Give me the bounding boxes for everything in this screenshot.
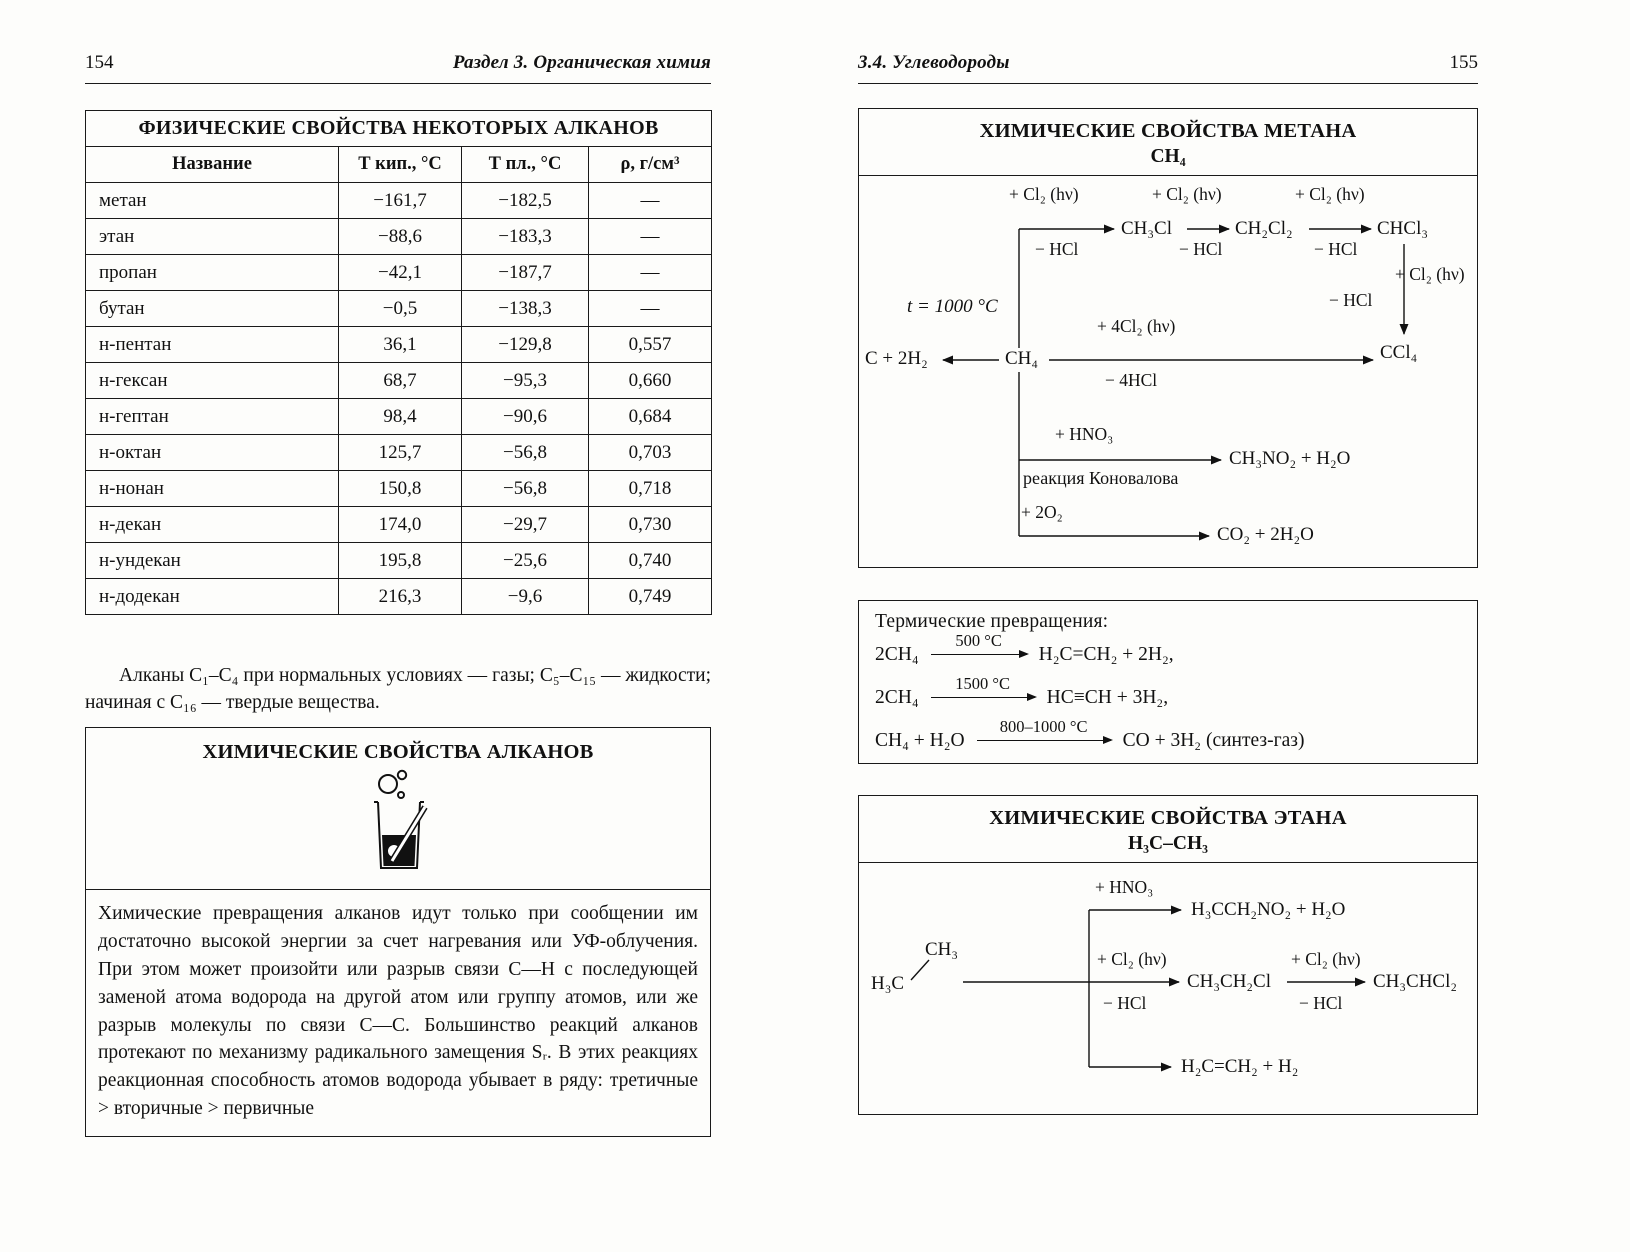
value-cell: — <box>589 255 712 291</box>
formula-chcl3: CHCl₃ <box>1377 218 1428 239</box>
label-minus-hcl: − HCl <box>1299 993 1343 1013</box>
column-header-name: Название <box>86 147 339 183</box>
alkane-name-cell: бутан <box>86 291 339 327</box>
value-cell: 68,7 <box>339 363 462 399</box>
value-cell: 0,660 <box>589 363 712 399</box>
value-cell: −42,1 <box>339 255 462 291</box>
label-plus-cl2: + Cl₂ (hν) <box>1097 949 1167 969</box>
label-minus-hcl: − HCl <box>1035 239 1079 259</box>
value-cell: −56,8 <box>462 471 589 507</box>
formula-chloroethane: CH₃CH₂Cl <box>1187 971 1271 992</box>
alkane-name-cell: н-гептан <box>86 399 339 435</box>
formula-combustion-products: CO₂ + 2H₂O <box>1217 524 1314 545</box>
products: CO + 3H₂ (синтез-газ) <box>1122 729 1305 751</box>
table-title: ФИЗИЧЕСКИЕ СВОЙСТВА НЕКОТОРЫХ АЛКАНОВ <box>86 111 712 147</box>
thermal-reaction-row <box>875 716 1461 762</box>
value-cell: 195,8 <box>339 543 462 579</box>
running-head: 3.4. Углеводороды <box>858 52 1010 73</box>
alkanes-table-body <box>86 183 712 615</box>
value-cell: 36,1 <box>339 327 462 363</box>
formula-ccl4: CCl₄ <box>1380 342 1418 363</box>
page-left <box>85 0 711 1252</box>
alkanes-state-note: Алканы C₁–C₄ при нормальных условиях — газы; C₅–C₁₅ — жидкости; начиная с C₁₆ — твердые вещества. <box>85 664 711 714</box>
alkane-name-cell: метан <box>86 183 339 219</box>
label-plus-2o2: + 2O₂ <box>1021 502 1063 522</box>
table-title-row <box>86 111 712 147</box>
alkane-name-cell: н-нонан <box>86 471 339 507</box>
table-row <box>86 399 712 435</box>
arrow-shaft <box>977 740 1111 741</box>
page-header-left <box>85 52 711 84</box>
value-cell: −9,6 <box>462 579 589 615</box>
box-title: ХИМИЧЕСКИЕ СВОЙСТВА АЛКАНОВ <box>202 741 594 763</box>
reactant: CH₄ + H₂O <box>875 729 965 751</box>
table-row <box>86 327 712 363</box>
value-cell: 0,684 <box>589 399 712 435</box>
label-minus-hcl: − HCl <box>1103 993 1147 1013</box>
alkane-name-cell: н-додекан <box>86 579 339 615</box>
column-header-density: ρ, г/см³ <box>589 147 712 183</box>
alkanes-description-text: Химические превращения алканов идут только при сообщении им достаточно высокой энергии за счет нагревания или УФ-облучения. При этом может произойти или разрыв связи C—H с последующей заменой атома водорода на другой атом или группу атомов, или же разрыв молекулы по связи C—C. Большинство реакций алканов протекают по механизму радикального замещения Sᵣ. В этих реакциях реакционная способность атомов водорода убывает в ряду: третичные > вторичные > первичные <box>86 889 710 1123</box>
table-row <box>86 543 712 579</box>
formula-ethylene-products: H₂C=CH₂ + H₂ <box>1181 1056 1299 1077</box>
products: H₂C=CH₂ + 2H₂, <box>1038 643 1174 665</box>
value-cell: 0,740 <box>589 543 712 579</box>
reactant: 2CH₄ <box>875 686 919 708</box>
alkane-name-cell: н-декан <box>86 507 339 543</box>
value-cell: −161,7 <box>339 183 462 219</box>
arrow-shaft <box>931 697 1035 698</box>
value-cell: — <box>589 291 712 327</box>
methane-chemical-properties-box <box>858 108 1478 568</box>
table-row <box>86 579 712 615</box>
label-plus-cl2: + Cl₂ (hν) <box>1291 949 1361 969</box>
value-cell: 150,8 <box>339 471 462 507</box>
page-right <box>858 0 1478 1252</box>
label-minus-hcl: − HCl <box>1314 239 1358 259</box>
value-cell: −95,3 <box>462 363 589 399</box>
table-row <box>86 183 712 219</box>
ethane-reaction-scheme <box>859 863 1477 1107</box>
ethane-formula: H₃C–CH₃ <box>1128 833 1208 854</box>
label-plus-cl2: + Cl₂ (hν) <box>1295 184 1365 204</box>
condition-label: 1500 °C <box>955 673 1011 693</box>
value-cell: −90,6 <box>462 399 589 435</box>
box-title: ХИМИЧЕСКИЕ СВОЙСТВА ЭТАНА <box>989 807 1347 829</box>
thermal-reaction-row <box>875 673 1461 719</box>
alkane-name-cell: н-гексан <box>86 363 339 399</box>
thermal-transformations-box <box>858 600 1478 764</box>
alkanes-properties-table <box>85 110 712 615</box>
label-minus-4hcl: − 4HCl <box>1105 370 1158 390</box>
alkane-name-cell: н-октан <box>86 435 339 471</box>
beaker-icon <box>358 769 438 883</box>
value-cell: −25,6 <box>462 543 589 579</box>
value-cell: −88,6 <box>339 219 462 255</box>
value-cell: −183,3 <box>462 219 589 255</box>
value-cell: — <box>589 219 712 255</box>
label-temperature: t = 1000 °C <box>907 296 998 317</box>
thermal-title: Термические превращения: <box>875 611 1109 632</box>
running-head: Раздел 3. Органическая химия <box>452 52 711 73</box>
reaction-arrow <box>931 673 1035 705</box>
page-number: 154 <box>85 52 114 73</box>
value-cell: −138,3 <box>462 291 589 327</box>
value-cell: −56,8 <box>462 435 589 471</box>
value-cell: 125,7 <box>339 435 462 471</box>
table-header-row <box>86 147 712 183</box>
table-row <box>86 507 712 543</box>
column-header-tboil: Т кип., °С <box>339 147 462 183</box>
page-header-right <box>858 52 1478 84</box>
label-minus-hcl: − HCl <box>1179 239 1223 259</box>
formula-dichloroethane: CH₃CHCl₂ <box>1373 971 1457 992</box>
value-cell: 0,703 <box>589 435 712 471</box>
thermal-reaction-row <box>875 630 1461 676</box>
alkane-name-cell: н-ундекан <box>86 543 339 579</box>
table-row <box>86 471 712 507</box>
formula-ch4: CH₄ <box>1005 348 1039 369</box>
formula-pyrolysis-products: C + 2H₂ <box>865 348 928 369</box>
alkane-name-cell: этан <box>86 219 339 255</box>
formula-nitromethane: CH₃NO₂ + H₂O <box>1229 448 1351 469</box>
label-konovalov-reaction: реакция Коновалова <box>1023 468 1179 488</box>
condition-label: 500 °C <box>955 630 1002 650</box>
products: HC≡CH + 3H₂, <box>1046 686 1169 708</box>
value-cell: 0,557 <box>589 327 712 363</box>
box-head <box>859 796 1477 863</box>
value-cell: 216,3 <box>339 579 462 615</box>
formula-ch3: CH₃ <box>925 939 959 960</box>
ethane-chemical-properties-box <box>858 795 1478 1115</box>
formula-ch2cl2: CH₂Cl₂ <box>1235 218 1293 239</box>
value-cell: −187,7 <box>462 255 589 291</box>
value-cell: −182,5 <box>462 183 589 219</box>
label-plus-cl2: + Cl₂ (hν) <box>1009 184 1079 204</box>
alkanes-chemical-properties-box <box>85 727 711 1137</box>
label-plus-cl2: + Cl₂ (hν) <box>1152 184 1222 204</box>
methane-formula: CH₄ <box>1150 146 1186 167</box>
value-cell: — <box>589 183 712 219</box>
table-row <box>86 363 712 399</box>
beaker-illustration <box>86 769 710 885</box>
condition-label: 800–1000 °C <box>999 716 1088 736</box>
table-row <box>86 219 712 255</box>
label-plus-hno3: + HNO₃ <box>1055 424 1114 444</box>
table-row <box>86 435 712 471</box>
value-cell: −0,5 <box>339 291 462 327</box>
value-cell: 0,718 <box>589 471 712 507</box>
alkane-name-cell: пропан <box>86 255 339 291</box>
alkane-name-cell: н-пентан <box>86 327 339 363</box>
value-cell: 0,730 <box>589 507 712 543</box>
reactant: 2CH₄ <box>875 643 919 665</box>
value-cell: 98,4 <box>339 399 462 435</box>
label-minus-hcl: − HCl <box>1329 290 1373 310</box>
reaction-arrow <box>931 630 1027 662</box>
methane-reaction-scheme <box>859 176 1477 562</box>
formula-h3c: H₃C <box>871 973 905 994</box>
table-row <box>86 255 712 291</box>
column-header-tmelt: Т пл., °С <box>462 147 589 183</box>
box-title: ХИМИЧЕСКИЕ СВОЙСТВА МЕТАНА <box>979 120 1357 142</box>
label-plus-hno3: + HNO₃ <box>1095 877 1154 897</box>
value-cell: 0,749 <box>589 579 712 615</box>
value-cell: −29,7 <box>462 507 589 543</box>
value-cell: 174,0 <box>339 507 462 543</box>
reaction-arrow <box>977 716 1111 748</box>
label-plus-cl2: + Cl₂ (hν) <box>1395 264 1465 284</box>
box-head <box>859 109 1477 176</box>
value-cell: −129,8 <box>462 327 589 363</box>
page-number: 155 <box>1449 52 1478 73</box>
table-row <box>86 291 712 327</box>
formula-nitroethane: H₃CCH₂NO₂ + H₂O <box>1191 899 1346 920</box>
label-plus-4cl2: + 4Cl₂ (hν) <box>1097 316 1176 336</box>
formula-ch3cl: CH₃Cl <box>1121 218 1172 239</box>
arrow-shaft <box>931 654 1027 655</box>
